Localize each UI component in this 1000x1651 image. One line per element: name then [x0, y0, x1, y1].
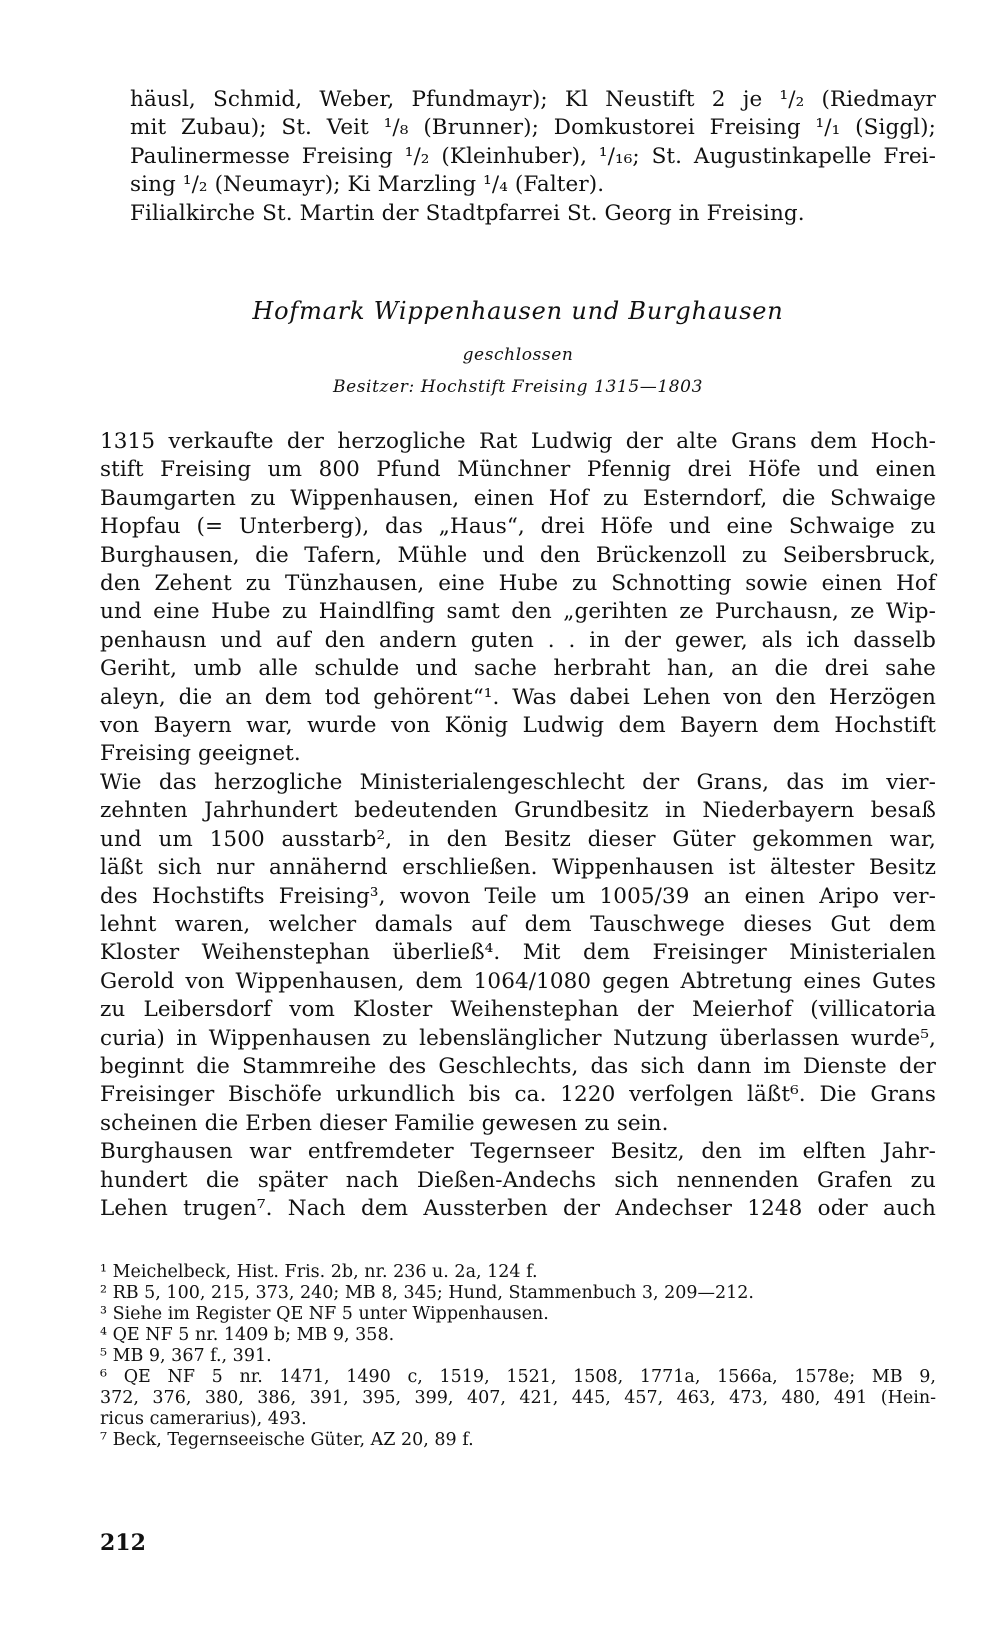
- footnote-continuation: 372, 376, 380, 386, 391, 395, 399, 407, 421, 445, 457, 463, 473, 480, 491 (Hein-: [100, 1388, 936, 1408]
- text-line: und um 1500 ausstarb², in den Besitz dieser Güter gekommen war,: [100, 826, 936, 852]
- text-line: Gerold von Wippenhausen, dem 1064/1080 gegen Abtretung eines Gutes: [100, 968, 936, 994]
- text-line: sing ¹/₂ (Neumayr); Ki Marzling ¹/₄ (Falter).: [130, 172, 605, 198]
- text-line: Burghausen, die Tafern, Mühle und den Brückenzoll zu Seibersbruck,: [100, 542, 936, 568]
- text-line: Paulinermesse Freising ¹/₂ (Kleinhuber), ¹/₁₆; St. Augustinkapelle Frei-: [130, 143, 936, 169]
- text-line: und eine Hube zu Haindlfing samt den „gerihten ze Purchausn, ze Wip-: [100, 599, 936, 625]
- text-line: den Zehent zu Tünzhausen, eine Hube zu Schnotting sowie einen Hof: [100, 571, 936, 597]
- text-line: scheinen die Erben dieser Familie gewesen zu sein.: [100, 1110, 669, 1136]
- footnote: ¹ Meichelbeck, Hist. Fris. 2b, nr. 236 u. 2a, 124 f.: [100, 1262, 538, 1282]
- footnote: ⁶ QE NF 5 nr. 1471, 1490 c, 1519, 1521, 1508, 1771a, 1566a, 1578e; MB 9,: [100, 1367, 936, 1387]
- text-line: häusl, Schmid, Weber, Pfundmayr); Kl Neustift 2 je ¹/₂ (Riedmayr: [130, 87, 936, 112]
- footnote: ³ Siehe im Register QE NF 5 unter Wippenhausen.: [100, 1304, 549, 1324]
- text-line: Burghausen war entfremdeter Tegernseer Besitz, den im elften Jahr-: [100, 1139, 936, 1165]
- footnotes: [100, 1262, 936, 1451]
- text-line: zu Leibersdorf vom Kloster Weihenstephan der Meierhof (villicatoria: [100, 997, 936, 1023]
- text-line: lehnt waren, welcher damals auf dem Tauschwege dieses Gut dem: [100, 911, 936, 937]
- text-line: Hopfau (= Unterberg), das „Haus“, drei Höfe und eine Schwaige zu: [100, 514, 936, 540]
- text-line: läßt sich nur annähernd erschließen. Wippenhausen ist ältester Besitz: [100, 855, 936, 881]
- section-owner: Besitzer: Hochstift Freising 1315—1803: [332, 377, 703, 397]
- text-line: Baumgarten zu Wippenhausen, einen Hof zu Esterndorf, die Schwaige: [100, 485, 936, 511]
- text-line: 1315 verkaufte der herzogliche Rat Ludwig der alte Grans dem Hoch-: [100, 429, 936, 454]
- continuation-paragraph: [130, 86, 936, 228]
- footnote: ² RB 5, 100, 215, 373, 240; MB 8, 345; Hund, Stammenbuch 3, 209—212.: [100, 1283, 754, 1303]
- text-line: Freisinger Bischöfe urkundlich bis ca. 1220 verfolgen läßt⁶. Die Grans: [100, 1082, 936, 1108]
- text-line: Lehen trugen⁷. Nach dem Aussterben der Andechser 1248 oder auch: [100, 1195, 936, 1221]
- text-line: hundert die später nach Dießen-Andechs sich nennenden Grafen zu: [100, 1167, 936, 1193]
- page-number: 212: [100, 1530, 146, 1556]
- footnote-continuation: ricus camerarius), 493.: [100, 1409, 307, 1429]
- section-title: Hofmark Wippenhausen und Burghausen: [252, 297, 784, 325]
- text-line: von Bayern war, wurde von König Ludwig dem Bayern dem Hochstift: [100, 713, 936, 739]
- footnote: ⁴ QE NF 5 nr. 1409 b; MB 9, 358.: [100, 1325, 395, 1345]
- text-line: zehnten Jahrhundert bedeutenden Grundbesitz in Niederbayern besaß: [100, 798, 936, 824]
- text-line: mit Zubau); St. Veit ¹/₈ (Brunner); Domkustorei Freising ¹/₁ (Siggl);: [130, 115, 936, 141]
- text-line: des Hochstifts Freising³, wovon Teile um 1005/39 an einen Aripo ver-: [100, 883, 936, 909]
- text-line: penhausn und auf den andern guten . . in der gewer, als ich dasselb: [100, 627, 936, 653]
- text-line: Filialkirche St. Martin der Stadtpfarrei St. Georg in Freising.: [130, 200, 805, 226]
- footnote: ⁵ MB 9, 367 f., 391.: [100, 1346, 272, 1366]
- section-status: geschlossen: [462, 345, 574, 365]
- text-line: Wie das herzogliche Ministerialengeschlecht der Grans, das im vier-: [100, 769, 936, 795]
- text-line: aleyn, die an dem tod gehörent“¹. Was dabei Lehen von den Herzögen: [100, 684, 936, 710]
- text-line: Kloster Weihenstephan überließ⁴. Mit dem Freisinger Ministerialen: [100, 940, 936, 966]
- text-line: Geriht, umb alle schulde und sache herbraht han, an die drei sahe: [100, 656, 936, 682]
- body-text: [100, 428, 936, 1223]
- text-line: stift Freising um 800 Pfund Münchner Pfennig drei Höfe und einen: [100, 457, 936, 483]
- text-line: Freising geeignet.: [100, 741, 301, 767]
- text-line: curia) in Wippenhausen zu lebenslänglicher Nutzung überlassen wurde⁵,: [100, 1025, 936, 1051]
- text-line: beginnt die Stammreihe des Geschlechts, das sich dann im Dienste der: [100, 1053, 936, 1079]
- footnote: ⁷ Beck, Tegernseeische Güter, AZ 20, 89 f.: [100, 1430, 474, 1450]
